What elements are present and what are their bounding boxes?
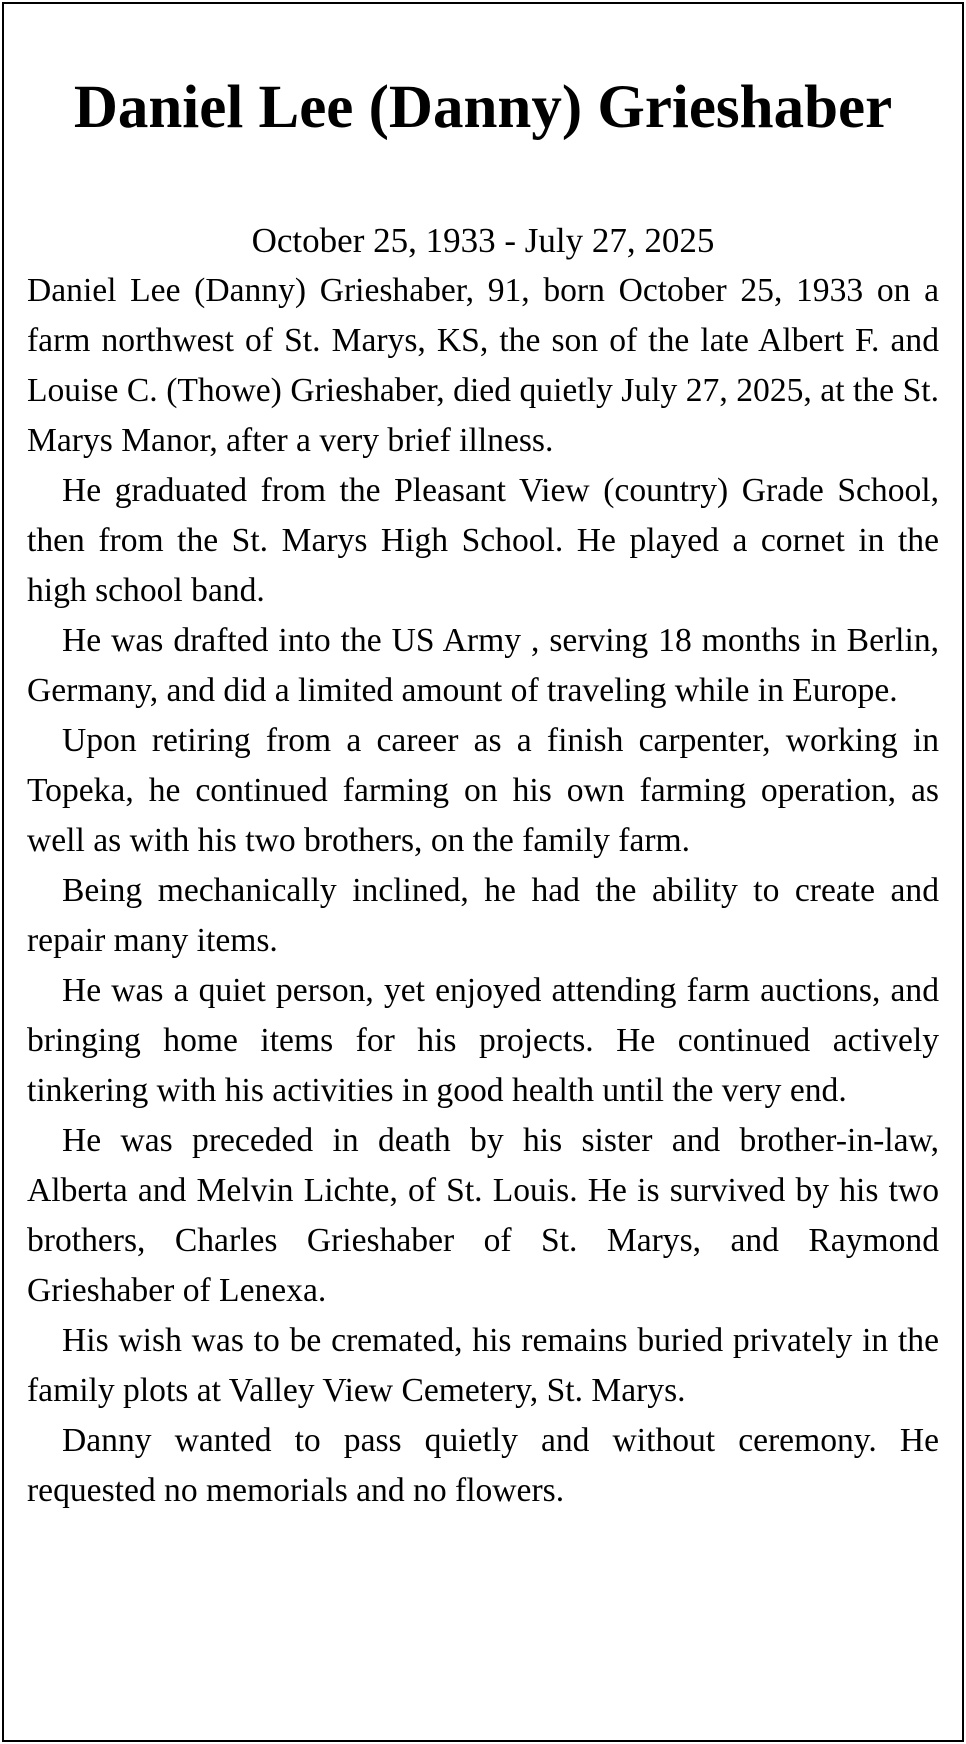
obituary-title: Daniel Lee (Danny) Grieshaber [73,74,893,141]
life-dates: October 25, 1933 - July 27, 2025 [251,221,715,260]
paragraph-burial-wishes: His wish was to be cremated, his remains buried privately in the family plots at Valley View Cemetery, St. Marys. [27,1322,939,1409]
paragraph-education: He graduated from the Pleasant View (country) Grade School, then from the St. Marys High School. He played a cornet in the high school band. [27,472,939,609]
obituary-body [27,266,939,1516]
paragraph-personality: He was a quiet person, yet enjoyed attending farm auctions, and bringing home items for his projects. He continued actively tinkering with his activities in good health until the very end. [27,972,939,1109]
paragraph-career: Upon retiring from a career as a finish carpenter, working in Topeka, he continued farming on his own farming operation, as well as with his two brothers, on the family farm. [27,722,939,859]
paragraph-memorial-request: Danny wanted to pass quietly and without ceremony. He requested no memorials and no flowers. [27,1422,939,1509]
paragraph-family: He was preceded in death by his sister and brother-in-law, Alberta and Melvin Lichte, of St. Louis. He is survived by his two brothers, Charles Grieshaber of St. Marys, and Raymond Grieshaber of Lenexa. [27,1122,939,1309]
paragraph-birth-and-death: Daniel Lee (Danny) Grieshaber, 91, born October 25, 1933 on a farm northwest of St. Marys, KS, the son of the late Albert F. and Louise C. (Thowe) Grieshaber, died quietly July 27, 2025, at the St. Marys Manor, after a very brief illness. [27,272,939,459]
paragraph-mechanical-skills: Being mechanically inclined, he had the ability to create and repair many items. [27,872,939,959]
paragraph-military-service: He was drafted into the US Army , serving 18 months in Berlin, Germany, and did a limited amount of traveling while in Europe. [27,622,939,709]
